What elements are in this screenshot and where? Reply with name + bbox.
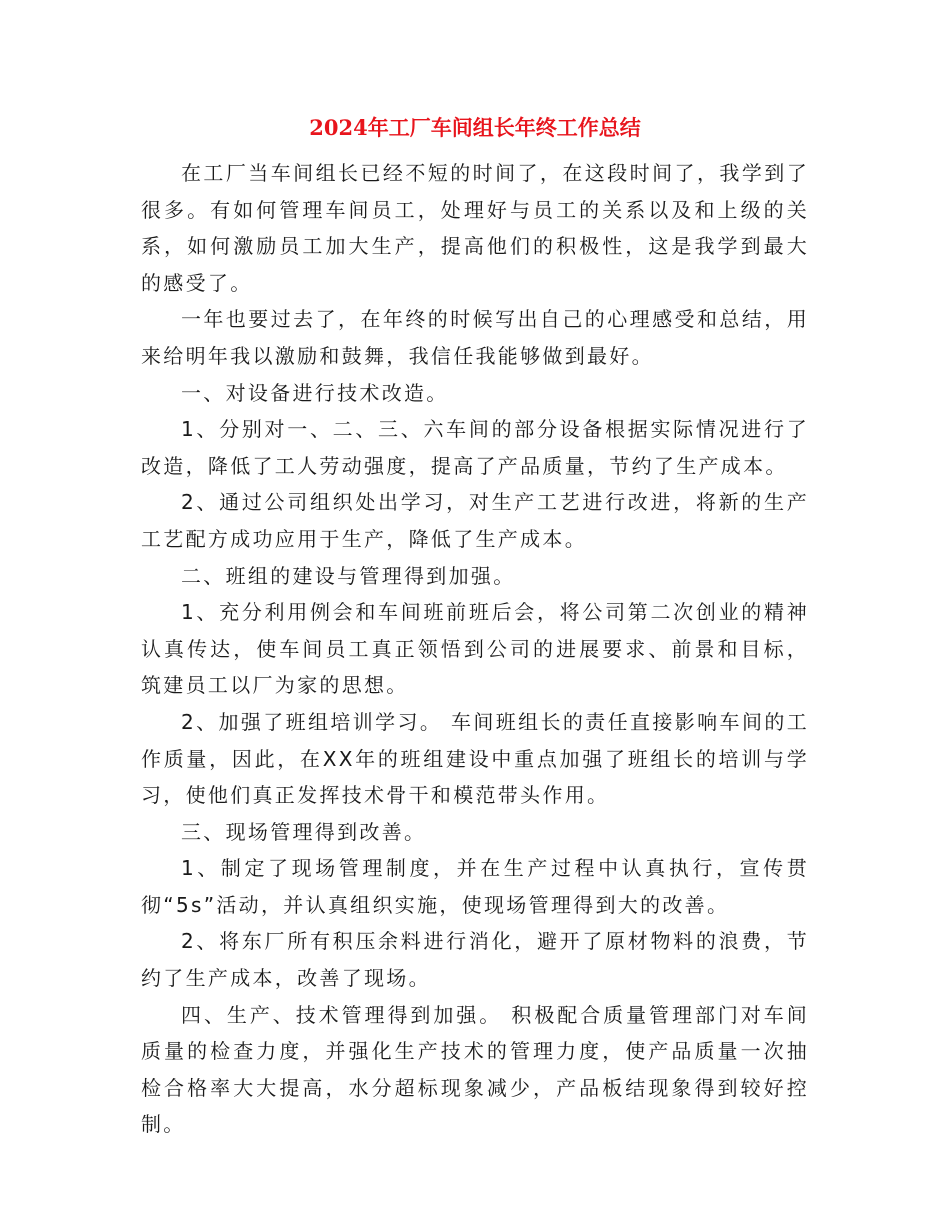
section-heading-equipment: 一、对设备进行技术改造。 bbox=[181, 380, 449, 405]
paragraph-production: 四、生产、技术管理得到加强。 积极配合质量管理部门对车间质量的检查力度，并强化生产技术的管理力度，使产品质量一次抽检合格率大大提高，水分超标现象减少，产品板结现象得到较好控制。 bbox=[141, 1002, 809, 1137]
paragraph-intro: 在工厂当车间组长已经不短的时间了，在这段时间了，我学到了很多。有如何管理车间员工，处理好与员工的关系以及和上级的关系，如何激励员工加大生产，提高他们的积极性，这是我学到最大的感受了。 bbox=[141, 161, 809, 295]
paragraph-site-1: 1、制定了现场管理制度，并在生产过程中认真执行，宣传贯彻“5s”活动，并认真组织实施，使现场管理得到大的改善。 bbox=[141, 856, 809, 917]
document-body bbox=[141, 155, 809, 1143]
paragraph-year-end: 一年也要过去了，在年终的时候写出自己的心理感受和总结，用来给明年我以激励和鼓舞，我信任我能够做到最好。 bbox=[141, 307, 809, 368]
paragraph-team-2: 2、加强了班组培训学习。 车间班组长的责任直接影响车间的工作质量，因此，在XX年的班组建设中重点加强了班组长的培训与学习，使他们真正发挥技术骨干和模范带头作用。 bbox=[141, 709, 809, 808]
paragraph-equipment-2: 2、通过公司组织处出学习，对生产工艺进行改进，将新的生产工艺配方成功应用于生产，降低了生产成本。 bbox=[141, 490, 809, 551]
paragraph-site-2: 2、将东厂所有积压余料进行消化，避开了原材物料的浪费，节约了生产成本，改善了现场。 bbox=[141, 929, 809, 991]
paragraph-team-1: 1、充分利用例会和车间班前班后会，将公司第二次创业的精神认真传达，使车间员工真正领悟到公司的进展要求、前景和目标，筑建员工以厂为家的思想。 bbox=[141, 600, 809, 698]
paragraph-equipment-1: 1、分别对一、二、三、六车间的部分设备根据实际情况进行了改造，降低了工人劳动强度，提高了产品质量，节约了生产成本。 bbox=[141, 417, 809, 478]
section-heading-site: 三、现场管理得到改善。 bbox=[181, 819, 427, 844]
section-heading-team: 二、班组的建设与管理得到加强。 bbox=[181, 563, 516, 588]
document-title: 2024年工厂车间组长年终工作总结 bbox=[309, 115, 641, 140]
